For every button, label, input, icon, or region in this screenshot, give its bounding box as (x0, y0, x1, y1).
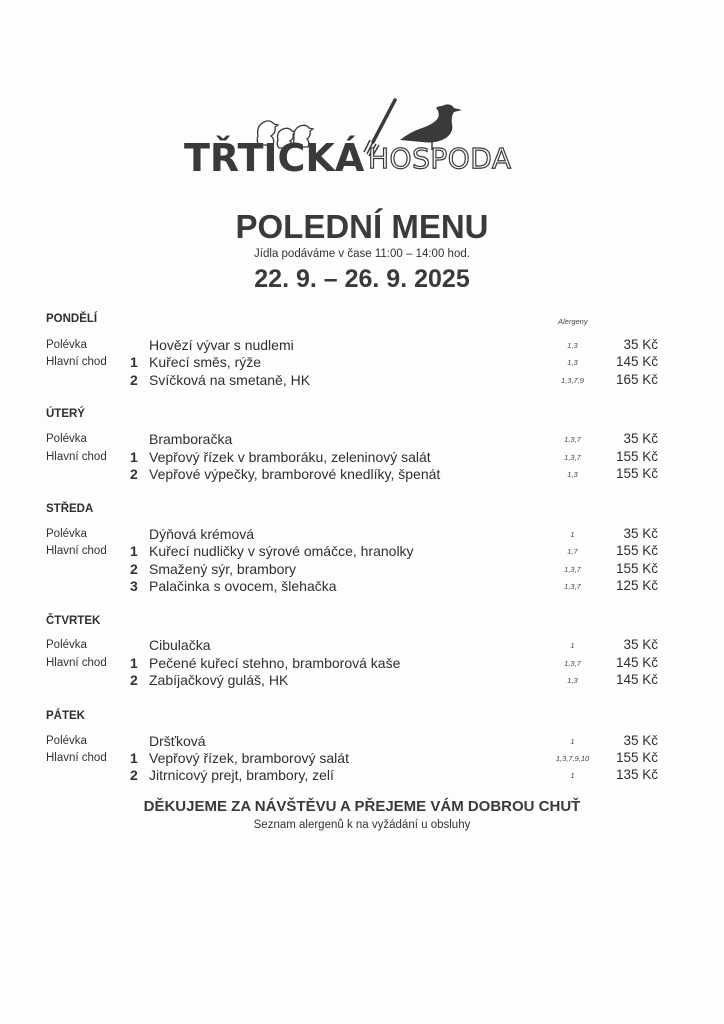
menu-row (0, 750, 724, 768)
dish-allergens: 1 (570, 641, 575, 650)
allergens-column-label: Alergeny (558, 317, 588, 326)
course-category: Polévka (46, 339, 87, 351)
course-category: Polévka (46, 639, 87, 651)
course-category: Hlavní chod (46, 356, 107, 368)
dish-allergens: 1 (570, 737, 575, 746)
dish-allergens: 1 (570, 771, 575, 780)
dish-allergens: 1 (570, 530, 575, 539)
menu-row (0, 637, 724, 655)
dish-name: Zabíjačkový guláš, HK (149, 672, 289, 688)
dish-price: 145 Kč (615, 655, 658, 670)
menu-row (0, 449, 724, 467)
dish-name: Vepřové výpečky, bramborové knedlíky, špenát (149, 466, 441, 482)
course-category: Hlavní chod (46, 752, 107, 764)
menu-row (0, 561, 724, 579)
menu-row (0, 431, 724, 449)
dish-allergens: 1,3,7 (564, 582, 581, 591)
logo-sub-text: HOSPODA (368, 142, 512, 175)
day-heading-monday: PONDĚLÍ (46, 313, 98, 325)
dish-allergens: 1,3 (567, 358, 578, 367)
dish-price: 155 Kč (615, 449, 658, 464)
page-title: POLEDNÍ MENU (235, 208, 489, 245)
dish-price: 35 Kč (623, 431, 658, 446)
menu-row (0, 372, 724, 390)
dish-allergens: 1,3,7,9,10 (555, 754, 590, 763)
menu-row (0, 354, 724, 372)
dish-allergens: 1,3,7 (564, 565, 581, 574)
dish-allergens: 1,3,7,9 (561, 376, 584, 385)
menu-row (0, 543, 724, 561)
dish-number: 2 (130, 767, 138, 783)
dish-allergens: 1,3 (567, 341, 578, 350)
course-category: Polévka (46, 528, 87, 540)
dish-price: 155 Kč (615, 750, 658, 765)
day-heading-wednesday: STŘEDA (46, 503, 94, 515)
dish-name: Dýňová krémová (149, 526, 255, 542)
menu-row (0, 337, 724, 355)
dish-allergens: 1,3 (567, 676, 578, 685)
menu-row (0, 466, 724, 484)
course-category: Polévka (46, 735, 87, 747)
allergen-list-note: Seznam alergenů k na vyžádání u obsluhy (253, 819, 471, 831)
serving-hours: Jídla podáváme v čase 11:00 – 14:00 hod. (254, 248, 470, 260)
dish-number: 1 (130, 655, 138, 671)
dish-price: 145 Kč (615, 672, 658, 687)
dish-name: Vepřový řízek v bramboráku, zeleninový salát (149, 449, 431, 465)
thank-you-message: DĚKUJEME ZA NÁVŠTĚVU A PŘEJEME VÁM DOBROU CHUŤ (143, 798, 581, 815)
dish-price: 35 Kč (623, 337, 658, 352)
dish-price: 135 Kč (615, 767, 658, 782)
dish-price: 155 Kč (615, 543, 658, 558)
dish-allergens: 1,3,7 (564, 659, 581, 668)
dish-name: Kuřecí směs, rýže (149, 354, 262, 370)
dish-number: 1 (130, 354, 138, 370)
dish-number: 2 (130, 466, 138, 482)
day-heading-thursday: ČTVRTEK (46, 615, 101, 627)
dish-name: Smažený sýr, brambory (149, 561, 297, 577)
date-range: 22. 9. – 26. 9. 2025 (254, 265, 470, 293)
dish-number: 1 (130, 449, 138, 465)
restaurant-logo (180, 98, 540, 178)
day-heading-tuesday: ÚTERÝ (46, 408, 85, 420)
dish-price: 155 Kč (615, 561, 658, 576)
course-category: Hlavní chod (46, 657, 107, 669)
dish-allergens: 1,3 (567, 470, 578, 479)
dish-number: 2 (130, 372, 138, 388)
dish-number: 1 (130, 750, 138, 766)
menu-row (0, 655, 724, 673)
dish-name: Pečené kuřecí stehno, bramborová kaše (149, 655, 401, 671)
dish-number: 3 (130, 578, 138, 594)
menu-row (0, 526, 724, 544)
dish-name: Jitrnicový prejt, brambory, zelí (149, 767, 334, 783)
dish-price: 155 Kč (615, 466, 658, 481)
menu-row (0, 578, 724, 596)
menu-row (0, 767, 724, 785)
day-heading-friday: PÁTEK (46, 710, 85, 722)
menu-row (0, 672, 724, 690)
dish-name: Dršťková (149, 733, 206, 749)
logo-main-text: TŘTICKÁ (184, 136, 365, 180)
dish-name: Kuřecí nudličky v sýrové omáčce, hranolky (149, 543, 414, 559)
dish-name: Palačinka s ovocem, šlehačka (149, 578, 337, 594)
dish-number: 1 (130, 543, 138, 559)
dish-price: 145 Kč (615, 354, 658, 369)
dish-name: Bramboračka (149, 431, 233, 447)
dish-name: Cibulačka (149, 637, 211, 653)
menu-row (0, 733, 724, 751)
dish-price: 35 Kč (623, 733, 658, 748)
dish-price: 125 Kč (615, 578, 658, 593)
dish-name: Svíčková na smetaně, HK (149, 372, 311, 388)
course-category: Hlavní chod (46, 451, 107, 463)
dish-allergens: 1,3,7 (564, 435, 581, 444)
dish-price: 35 Kč (623, 637, 658, 652)
course-category: Hlavní chod (46, 545, 107, 557)
dish-name: Vepřový řízek, bramborový salát (149, 750, 349, 766)
dish-price: 35 Kč (623, 526, 658, 541)
dish-price: 165 Kč (615, 372, 658, 387)
course-category: Polévka (46, 433, 87, 445)
dish-number: 2 (130, 672, 138, 688)
dish-number: 2 (130, 561, 138, 577)
dish-allergens: 1,3,7 (564, 453, 581, 462)
dish-allergens: 1,7 (567, 547, 578, 556)
dish-name: Hovězí vývar s nudlemi (149, 337, 294, 353)
